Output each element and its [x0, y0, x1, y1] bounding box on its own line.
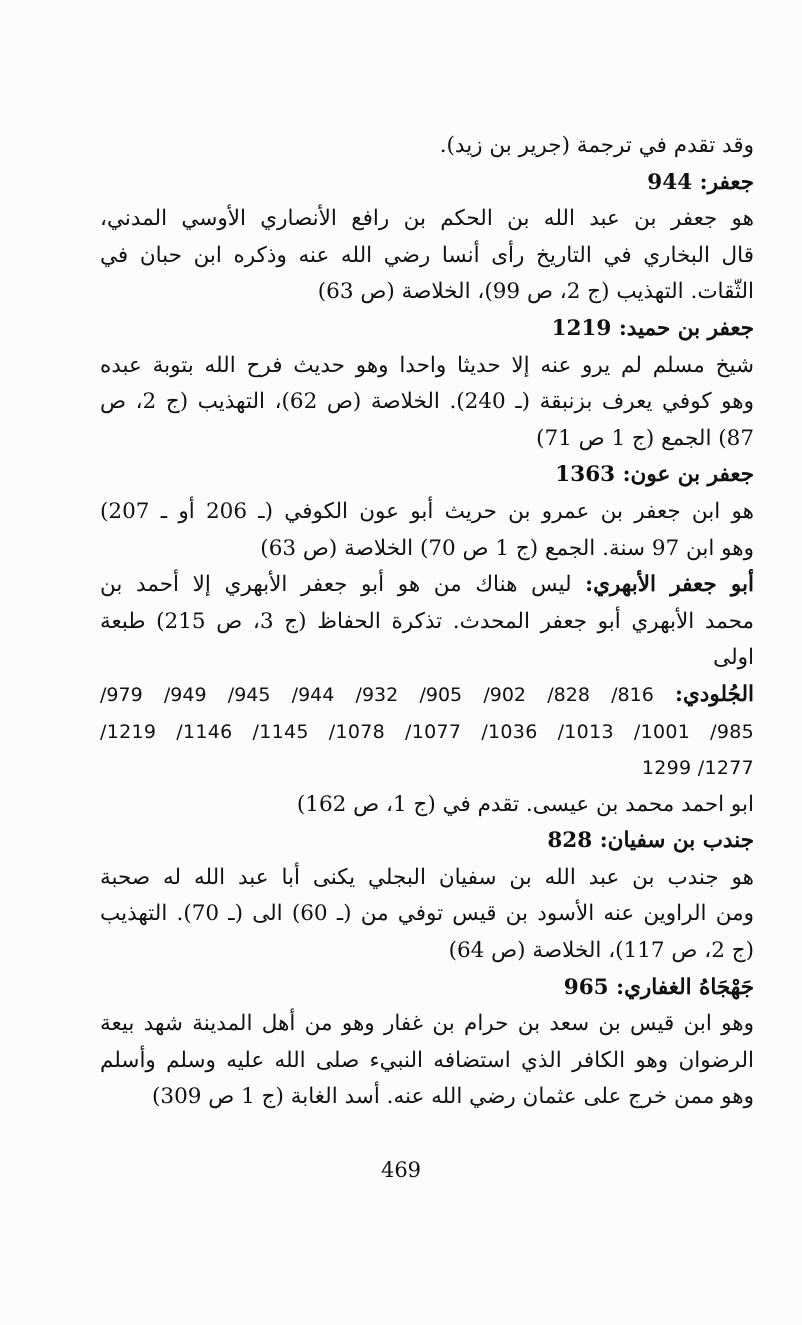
- entry-text: ليس هناك من هو أبو جعفر الأبهري إلا أحمد بن: [100, 572, 586, 598]
- text-line: هو ابن جعفر بن عمرو بن حريث أبو عون الكوفي (ـ 206 أو ـ 207): [100, 498, 754, 524]
- page-number: 469: [380, 1158, 422, 1182]
- text-line: هو جعفر بن عبد الله بن الحكم بن رافع الأنصاري الأوسي المدني،: [100, 206, 754, 232]
- entry-heading: الجُلودي:: [675, 681, 754, 707]
- text-line: ابو احمد محمد بن عيسى. تقدم في (ج 1، ص 162): [296, 791, 754, 817]
- text-line: شيخ مسلم لم يرو عنه إلا حديثا واحدا وهو حديث فرح الله بتوبة عبده: [100, 352, 754, 378]
- text-line: وهو ابن قيس بن سعد بن حرام بن غفار وهو من أهل المدينة شهد بيعة: [100, 1011, 754, 1037]
- entry-heading: أبو جعفر الأبهري:: [585, 572, 754, 598]
- text-line: ومن الراوين عنه الأسود بن قيس توفي من (ـ 60) الى (ـ 70). التهذيب: [100, 901, 754, 927]
- entry-heading-line: جندب بن سفيان: 828: [547, 828, 754, 854]
- text-line: [100, 567, 754, 604]
- text-line: وقد تقدم في ترجمة (جرير بن زيد).: [439, 133, 754, 158]
- text-line: اولى: [713, 645, 754, 671]
- entry-heading-line: جَهْجَاهُ الغفاري: 965: [563, 974, 754, 1000]
- page-body-text: [100, 128, 754, 1116]
- text-line: 87) الجمع (ج 1 ص 71): [536, 425, 754, 451]
- text-line: 1277/ 1299: [641, 757, 754, 780]
- entry-text: 816/ 828/ 902/ 905/ 932/ 944/ 945/ 949/ 979/: [100, 683, 676, 706]
- text-line: وهو ابن 97 سنة. الجمع (ج 1 ص 70) الخلاصة (ص 63): [260, 535, 754, 561]
- text-line: (ج 2، ص 117)، الخلاصة (ص 64): [448, 938, 754, 964]
- text-line: [100, 677, 754, 714]
- entry-heading-line: جعفر بن عون: 1363: [555, 462, 754, 488]
- text-line: الرضوان وهو الكافر الذي استضافه النبيء صلى الله عليه وسلم وأسلم: [100, 1047, 754, 1073]
- text-line: وهو ممن خرج على عثمان رضي الله عنه. أسد الغابة (ج 1 ص 309): [152, 1084, 754, 1110]
- text-line: 985/ 1001/ 1013/ 1036/ 1077/ 1078/ 1145/ 1146/ 1219/: [100, 720, 754, 743]
- text-line: محمد الأبهري أبو جعفر المحدث. تذكرة الحفاظ (ج 3، ص 215) طبعة: [100, 608, 754, 634]
- text-line: هو جندب بن عبد الله بن سفيان البجلي يكنى أبا عبد الله له صحبة: [100, 864, 754, 890]
- text-line: الثّقات. التهذيب (ج 2، ص 99)، الخلاصة (ص 63): [317, 279, 754, 305]
- entry-heading-line: جعفر بن حميد: 1219: [551, 315, 754, 341]
- text-line: وهو كوفي يعرف بزنبقة (ـ 240). الخلاصة (ص 62)، التهذيب (ج 2، ص: [100, 389, 754, 415]
- entry-heading-line: جعفر: 944: [647, 169, 754, 195]
- text-line: قال البخاري في التاريخ رأى أنسا رضي الله عنه وذكره ابن حبان في: [100, 242, 754, 268]
